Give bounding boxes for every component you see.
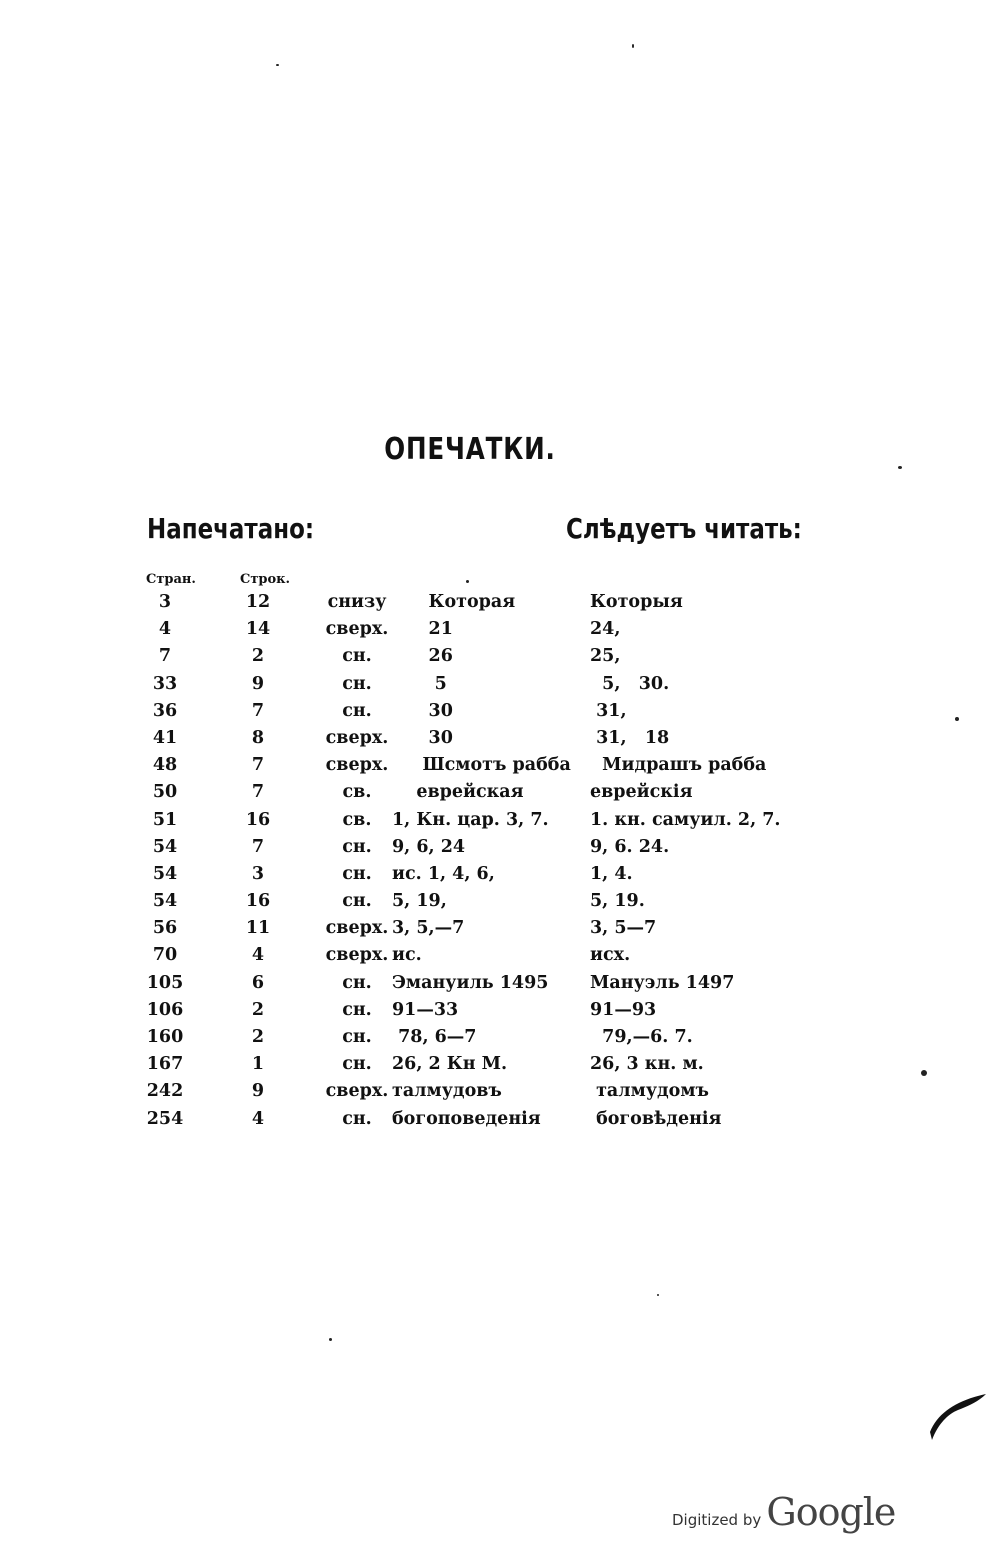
cell-printed: 5, 19,: [392, 891, 447, 912]
cell-page: 106: [146, 999, 184, 1020]
heading-correct: Слѣдуетъ читать:: [566, 512, 802, 545]
cell-page: 51: [152, 809, 178, 830]
table-row: [0, 889, 1000, 916]
cell-correct: 9, 6. 24.: [590, 836, 670, 857]
cell-page: 48: [152, 755, 178, 776]
cell-page: 54: [152, 863, 178, 884]
cell-page: 54: [152, 891, 178, 912]
cell-correct: исх.: [590, 945, 631, 966]
cell-position: сн.: [342, 891, 372, 912]
cell-page: 105: [146, 972, 184, 993]
cell-position: сверх.: [325, 1081, 389, 1102]
table-row: [0, 699, 1000, 726]
cell-correct: 3, 5—7: [590, 918, 657, 939]
cell-printed: еврейская: [392, 782, 524, 803]
scan-speck: [632, 44, 634, 48]
cell-printed: богоповеденія: [392, 1108, 541, 1129]
table-row: [0, 808, 1000, 835]
cell-page: 70: [152, 945, 178, 966]
cell-page: 242: [146, 1081, 184, 1102]
cell-line: 8: [251, 727, 265, 748]
cell-correct: Мануэль 1497: [590, 972, 735, 993]
table-row: [0, 753, 1000, 780]
cell-correct: 1, 4.: [590, 863, 633, 884]
cell-position: сн.: [342, 972, 372, 993]
cell-correct: 5, 19.: [590, 891, 645, 912]
cell-page: 4: [158, 619, 172, 640]
table-row: [0, 971, 1000, 998]
table-row: [0, 1052, 1000, 1079]
cell-position: сн.: [342, 999, 372, 1020]
cell-page: 7: [158, 646, 172, 667]
cell-position: сн.: [342, 1027, 372, 1047]
errata-table: [0, 590, 1000, 1134]
table-row: [0, 1025, 1000, 1052]
cell-printed: 5: [392, 673, 447, 694]
cell-position: св.: [342, 809, 372, 830]
cell-position: сн.: [342, 836, 372, 857]
google-logo: Google: [766, 1490, 896, 1534]
cell-printed: 26: [392, 646, 453, 667]
cell-printed: 26, 2 Кн М.: [392, 1054, 508, 1075]
cell-printed: Шсмотъ рабба: [392, 755, 571, 776]
cell-line: 16: [245, 891, 271, 912]
cell-printed: 21: [392, 619, 453, 640]
cell-line: 4: [251, 945, 265, 966]
cell-line: 2: [251, 1027, 265, 1047]
cell-line: 7: [251, 836, 265, 857]
cell-correct: 26, 3 кн. м.: [590, 1054, 704, 1075]
subheading-page: Стран.: [146, 572, 196, 587]
cell-page: 254: [146, 1108, 184, 1129]
cell-page: 56: [152, 918, 178, 939]
table-row: [0, 672, 1000, 699]
cell-page: 3: [158, 592, 172, 612]
cell-correct: 1. кн. самуил. 2, 7.: [590, 809, 781, 830]
cell-page: 36: [152, 700, 178, 721]
table-row: [0, 644, 1000, 671]
cell-position: сверх.: [325, 619, 389, 640]
cell-correct: 31,: [590, 700, 627, 721]
cell-page: 33: [152, 673, 178, 694]
scan-speck: [898, 466, 902, 469]
cell-line: 12: [245, 592, 271, 612]
cell-printed: ис. 1, 4, 6,: [392, 863, 495, 884]
scan-edge-mark: [928, 1392, 988, 1442]
cell-printed: 91—33: [392, 999, 459, 1020]
cell-page: 50: [152, 782, 178, 803]
cell-position: сн.: [342, 1108, 372, 1129]
cell-correct: талмудомъ: [590, 1081, 709, 1102]
cell-position: снизу: [327, 592, 387, 612]
cell-line: 1: [251, 1054, 265, 1075]
cell-correct: боговѣденія: [590, 1108, 722, 1129]
cell-page: 54: [152, 836, 178, 857]
cell-line: 7: [251, 755, 265, 776]
cell-line: 3: [251, 863, 265, 884]
cell-printed: 30: [392, 700, 453, 721]
heading-printed: Напечатано:: [147, 512, 315, 545]
cell-position: сн.: [342, 863, 372, 884]
cell-position: св.: [342, 782, 372, 803]
table-row: [0, 1079, 1000, 1106]
scan-speck: [921, 1070, 927, 1076]
cell-line: 2: [251, 646, 265, 667]
cell-correct: 24,: [590, 619, 621, 640]
scan-speck: [276, 64, 279, 66]
cell-line: 2: [251, 999, 265, 1020]
cell-correct: 31, 18: [590, 727, 670, 748]
cell-line: 14: [245, 619, 271, 640]
table-row: [0, 590, 1000, 617]
cell-line: 9: [251, 673, 265, 694]
scan-speck: [657, 1294, 659, 1296]
cell-correct: еврейскія: [590, 782, 693, 803]
digitized-label: Digitized by: [672, 1511, 762, 1529]
cell-printed: 3, 5,—7: [392, 918, 465, 939]
table-row: [0, 835, 1000, 862]
cell-line: 4: [251, 1108, 265, 1129]
scan-speck: [329, 1338, 332, 1341]
cell-printed: Эмануиль 1495: [392, 972, 549, 993]
cell-line: 16: [245, 809, 271, 830]
cell-position: сн.: [342, 700, 372, 721]
cell-correct: 79,—6. 7.: [590, 1027, 693, 1047]
cell-position: сверх.: [325, 727, 389, 748]
table-row: [0, 726, 1000, 753]
page-title: ОПЕЧАТКИ.: [384, 432, 556, 467]
cell-position: сверх.: [325, 945, 389, 966]
cell-printed: 30: [392, 727, 453, 748]
cell-position: сн.: [342, 1054, 372, 1075]
subheading-line: Строк.: [240, 572, 291, 587]
cell-printed: Которая: [392, 592, 516, 612]
cell-correct: Которыя: [590, 592, 683, 612]
cell-page: 160: [146, 1027, 184, 1047]
table-row: [0, 916, 1000, 943]
scan-speck: [466, 580, 469, 583]
cell-line: 7: [251, 782, 265, 803]
cell-line: 9: [251, 1081, 265, 1102]
cell-correct: Мидрашъ рабба: [590, 755, 767, 776]
digitized-by-google: [672, 1490, 895, 1534]
cell-line: 6: [251, 972, 265, 993]
cell-position: сн.: [342, 646, 372, 667]
table-row: [0, 1107, 1000, 1134]
cell-line: 11: [245, 918, 271, 939]
scan-speck: [955, 717, 959, 721]
cell-page: 41: [152, 727, 178, 748]
table-row: [0, 617, 1000, 644]
table-row: [0, 862, 1000, 889]
cell-position: сверх.: [325, 755, 389, 776]
table-row: [0, 943, 1000, 970]
cell-printed: 9, 6, 24: [392, 836, 466, 857]
cell-correct: 25,: [590, 646, 621, 667]
cell-printed: 78, 6—7: [392, 1027, 477, 1047]
cell-printed: 1, Кн. цар. 3, 7.: [392, 809, 549, 830]
cell-correct: 5, 30.: [590, 673, 670, 694]
cell-position: сверх.: [325, 918, 389, 939]
cell-page: 167: [146, 1054, 184, 1075]
cell-printed: ис.: [392, 945, 422, 966]
cell-line: 7: [251, 700, 265, 721]
cell-position: сн.: [342, 673, 372, 694]
cell-printed: талмудовъ: [392, 1081, 502, 1102]
table-row: [0, 998, 1000, 1025]
table-row: [0, 780, 1000, 807]
cell-correct: 91—93: [590, 999, 657, 1020]
